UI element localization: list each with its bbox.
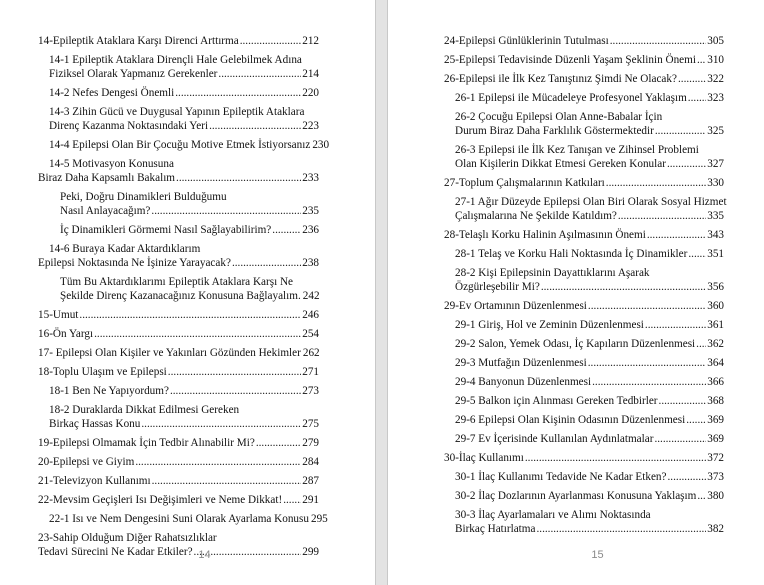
dot-leader xyxy=(645,318,706,332)
toc-entry-page: 366 xyxy=(707,376,724,388)
toc-entry-page: 284 xyxy=(302,456,319,468)
toc-entry[interactable] xyxy=(444,53,724,67)
toc-entry-page: 322 xyxy=(707,73,724,85)
toc-entry-title: 24-Epilepsi Günlüklerinin Tutulması xyxy=(444,35,609,47)
toc-entry-page: 330 xyxy=(707,177,724,189)
toc-entry-title: İç Dinamikleri Görmemi Nasıl Sağlayabilirim? xyxy=(60,224,272,236)
toc-entry[interactable] xyxy=(38,346,319,360)
toc-entry-page: 299 xyxy=(302,546,319,558)
toc-entry-title: 20-Epilepsi ve Giyim xyxy=(38,456,135,468)
toc-entry-line xyxy=(444,34,724,48)
toc-entry-page: 254 xyxy=(302,328,319,340)
toc-entry-line xyxy=(455,522,724,536)
dot-leader xyxy=(697,489,706,503)
dot-leader xyxy=(218,67,301,81)
toc-entry-title: 22-1 Isı ve Nem Dengesini Suni Olarak Ayarlama Konusu xyxy=(49,513,309,525)
toc-entry[interactable] xyxy=(38,474,319,488)
toc-entry-title: 28-Telaşlı Korku Halinin Aşılmasının Önemi xyxy=(444,229,646,241)
toc-entry[interactable] xyxy=(49,384,319,398)
toc-entry-line xyxy=(38,34,319,48)
dot-leader xyxy=(697,53,706,67)
toc-entry-title: 30-İlaç Kullanımı xyxy=(444,452,524,464)
toc-entry-page: 238 xyxy=(302,257,319,269)
dot-leader xyxy=(606,176,706,190)
toc-entry[interactable] xyxy=(455,337,724,351)
toc-entry[interactable] xyxy=(455,356,724,370)
toc-entry[interactable] xyxy=(455,394,724,408)
toc-entry-title: 29-5 Balkon için Alınması Gereken Tedbirler xyxy=(455,395,658,407)
toc-entry-page: 230 xyxy=(312,139,330,151)
toc-entry-line xyxy=(455,91,724,105)
toc-entry-title: Birkaç Hassas Konu xyxy=(49,418,141,430)
toc-entry-line xyxy=(455,489,724,503)
toc-entry-page: 235 xyxy=(302,205,319,217)
dot-leader xyxy=(654,432,706,446)
toc-entry-title-line: 26-3 Epilepsi ile İlk Kez Tanışan ve Zihinsel Problemi xyxy=(455,144,699,156)
toc-entry-title: 29-2 Salon, Yemek Odası, İç Kapıların Düzenlenmesi xyxy=(455,338,696,350)
dot-leader xyxy=(176,171,301,185)
dot-leader xyxy=(536,522,706,536)
toc-entry-title: Özgürleşebilir Mi? xyxy=(455,281,540,293)
dot-leader xyxy=(688,91,706,105)
toc-entry-line xyxy=(455,157,724,171)
toc-entry[interactable] xyxy=(60,223,319,237)
toc-entry-page: 271 xyxy=(302,366,319,378)
toc-entry[interactable] xyxy=(455,195,727,223)
toc-entry-line xyxy=(49,138,330,152)
document-page-left xyxy=(0,0,375,585)
dot-leader xyxy=(678,72,706,86)
toc-entry-title: Biraz Daha Kapsamlı Bakalım xyxy=(38,172,176,184)
toc-entry-line xyxy=(444,228,724,242)
toc-entry-page: 362 xyxy=(707,338,724,350)
toc-entry-page: 325 xyxy=(707,125,724,137)
toc-entry-line xyxy=(38,436,319,450)
toc-entry-title-line: 14-6 Buraya Kadar Aktardıklarım xyxy=(49,243,201,255)
dot-leader xyxy=(79,308,301,322)
toc-entry[interactable] xyxy=(455,375,724,389)
toc-entry[interactable] xyxy=(455,143,724,171)
dot-leader xyxy=(610,34,707,48)
toc-entry-page: 368 xyxy=(707,395,724,407)
toc-entry-title: 29-6 Epilepsi Olan Kişinin Odasının Düzenlenmesi xyxy=(455,414,686,426)
toc-entry-line xyxy=(455,318,724,332)
toc-entry-title: 26-1 Epilepsi ile Mücadeleye Profesyonel Yaklaşım xyxy=(455,92,687,104)
toc-entry[interactable] xyxy=(444,72,724,86)
dot-leader xyxy=(141,417,301,431)
toc-entry-title: Epilepsi Noktasında Ne İşinize Yarayacak? xyxy=(38,257,231,269)
toc-entry-title: 21-Televizyon Kullanımı xyxy=(38,475,151,487)
page-number: 14 xyxy=(198,549,211,561)
toc-entry-line xyxy=(455,394,724,408)
toc-entry-page: 279 xyxy=(302,437,319,449)
toc-entry[interactable] xyxy=(455,110,724,138)
toc-entry-page: 214 xyxy=(302,68,319,80)
dot-leader xyxy=(655,124,706,138)
dot-leader xyxy=(686,413,706,427)
toc-entry[interactable] xyxy=(444,34,724,48)
toc-entry[interactable] xyxy=(38,34,319,48)
toc-entry-line xyxy=(455,375,724,389)
toc-entry[interactable] xyxy=(49,512,328,526)
dot-leader xyxy=(94,327,301,341)
toc-entry-line xyxy=(38,365,319,379)
toc-entry[interactable] xyxy=(444,299,724,313)
toc-entry-line xyxy=(38,308,319,322)
dot-leader xyxy=(151,204,301,218)
toc-entry-line xyxy=(444,72,724,86)
toc-entry-title: Şekilde Direnç Kazanacağınız Konusuna Bağlayalım. xyxy=(60,290,301,302)
dot-leader xyxy=(696,337,706,351)
toc-entry-line xyxy=(38,455,319,469)
toc-entry-title: 14-4 Epilepsi Olan Bir Çocuğu Motive Etmek İstiyorsanız xyxy=(49,139,311,151)
dot-leader xyxy=(135,455,301,469)
toc-entry-page: 212 xyxy=(302,35,319,47)
toc-entry-line xyxy=(49,119,319,133)
toc-entry[interactable] xyxy=(455,413,724,427)
toc-entry-page: 360 xyxy=(707,300,724,312)
toc-entry-title: 27-Toplum Çalışmalarının Katkıları xyxy=(444,177,605,189)
toc-entry[interactable] xyxy=(60,275,319,303)
toc-entry-line xyxy=(49,384,319,398)
toc-entry-page: 373 xyxy=(707,471,724,483)
dot-leader xyxy=(232,256,301,270)
toc-entry-page: 295 xyxy=(310,513,328,525)
table-of-contents xyxy=(444,34,727,541)
toc-entry-line xyxy=(455,280,724,294)
toc-entry-page: 275 xyxy=(302,418,319,430)
toc-entry-title: Tedavi Sürecini Ne Kadar Etkiler? xyxy=(38,546,193,558)
toc-entry-page: 372 xyxy=(707,452,724,464)
toc-entry-line xyxy=(455,470,724,484)
toc-entry-page: 382 xyxy=(707,523,724,535)
toc-entry-title-line: 14-1 Epileptik Ataklara Dirençli Hale Gelebilmek Adına xyxy=(49,54,302,66)
dot-leader xyxy=(667,157,706,171)
toc-entry-line xyxy=(49,512,328,526)
toc-entry-title-line: 30-3 İlaç Ayarlamaları ve Alımı Noktasında xyxy=(455,509,651,521)
toc-entry-title: Birkaç Hatırlatma xyxy=(455,523,536,535)
toc-entry[interactable] xyxy=(38,242,319,270)
toc-entry-line xyxy=(444,451,724,465)
dot-leader xyxy=(592,375,706,389)
dot-leader xyxy=(668,470,707,484)
toc-entry-title: 29-Ev Ortamının Düzenlenmesi xyxy=(444,300,587,312)
toc-entry-page: 273 xyxy=(302,385,319,397)
toc-entry-line xyxy=(49,67,319,81)
toc-entry-title: Olan Kişilerin Dikkat Etmesi Gereken Konular xyxy=(455,158,666,170)
toc-entry[interactable] xyxy=(455,489,724,503)
toc-entry-line xyxy=(38,171,319,185)
toc-entry[interactable] xyxy=(49,403,319,431)
toc-entry-title: 22-Mevsim Geçişleri Isı Değişimleri ve Neme Dikkat! xyxy=(38,494,283,506)
toc-entry[interactable] xyxy=(49,105,319,133)
toc-entry-title: 14-2 Nefes Dengesi Önemli xyxy=(49,87,175,99)
toc-entry-page: 242 xyxy=(302,290,320,302)
toc-entry-title: 14-Epileptik Ataklara Karşı Direnci Arttırma xyxy=(38,35,239,47)
toc-entry-line xyxy=(60,289,319,303)
toc-entry[interactable] xyxy=(38,308,319,322)
document-page-right xyxy=(389,0,764,585)
toc-entry-title: 18-Toplu Ulaşım ve Epilepsi xyxy=(38,366,167,378)
dot-leader xyxy=(256,436,301,450)
dot-leader xyxy=(659,394,707,408)
toc-entry-title: 29-7 Ev İçerisinde Kullanılan Aydınlatmalar xyxy=(455,433,654,445)
toc-entry-page: 361 xyxy=(707,319,724,331)
toc-entry-line xyxy=(38,256,319,270)
toc-entry-line xyxy=(444,299,724,313)
toc-entry-page: 327 xyxy=(707,158,724,170)
dot-leader xyxy=(688,247,706,261)
toc-entry-line xyxy=(455,124,724,138)
dot-leader xyxy=(618,209,706,223)
toc-entry-line xyxy=(49,417,319,431)
toc-entry-page: 356 xyxy=(707,281,724,293)
toc-entry[interactable] xyxy=(444,176,724,190)
toc-entry-line xyxy=(38,474,319,488)
dot-leader xyxy=(272,223,301,237)
toc-entry[interactable] xyxy=(455,318,724,332)
toc-entry[interactable] xyxy=(60,190,319,218)
toc-entry-line xyxy=(444,53,724,67)
toc-entry-title-line: Tüm Bu Aktardıklarımı Epileptik Ataklara Karşı Ne xyxy=(60,276,294,288)
toc-entry-title-line: 14-3 Zihin Gücü ve Duygusal Yapının Epileptik Ataklara xyxy=(49,106,305,118)
toc-entry[interactable] xyxy=(38,365,319,379)
toc-entry-page: 335 xyxy=(707,210,724,222)
toc-entry-title: 17- Epilepsi Olan Kişiler ve Yakınları Gözünden Hekimler xyxy=(38,347,301,359)
toc-entry-page: 246 xyxy=(302,309,319,321)
toc-entry-title-line: 14-5 Motivasyon Konusuna xyxy=(49,158,174,170)
toc-entry-title: 28-1 Telaş ve Korku Hali Noktasında İç Dinamikler xyxy=(455,248,688,260)
toc-entry-page: 262 xyxy=(302,347,320,359)
toc-entry-page: 233 xyxy=(302,172,319,184)
toc-entry-title: Durum Biraz Daha Farklılık Göstermektedir xyxy=(455,125,654,137)
page-gutter xyxy=(375,0,388,585)
toc-entry-page: 369 xyxy=(707,433,724,445)
toc-entry-line xyxy=(38,327,319,341)
dot-leader xyxy=(152,474,302,488)
dot-leader xyxy=(175,86,301,100)
toc-entry-page: 305 xyxy=(707,35,724,47)
toc-entry-line xyxy=(60,223,319,237)
toc-entry-page: 220 xyxy=(302,87,319,99)
toc-entry-title: 29-3 Mutfağın Düzenlenmesi xyxy=(455,357,587,369)
toc-entry[interactable] xyxy=(38,436,319,450)
toc-entry[interactable] xyxy=(38,327,319,341)
toc-entry[interactable] xyxy=(38,493,319,507)
toc-entry-title: Direnç Kazanma Noktasındaki Yeri xyxy=(49,120,209,132)
dot-leader xyxy=(240,34,302,48)
toc-entry-title-line: 27-1 Ağır Düzeyde Epilepsi Olan Biri Olarak Sosyal Hizmet xyxy=(455,196,727,208)
toc-entry[interactable] xyxy=(455,91,724,105)
toc-entry-title: 16-Ön Yargı xyxy=(38,328,94,340)
toc-entry-title: Fiziksel Olarak Yapmanız Gerekenler xyxy=(49,68,218,80)
toc-entry-page: 323 xyxy=(707,92,724,104)
dot-leader xyxy=(541,280,706,294)
toc-entry-line xyxy=(455,432,724,446)
toc-entry-page: 364 xyxy=(707,357,724,369)
toc-entry-title: 25-Epilepsi Tedavisinde Düzenli Yaşam Şeklinin Önemi xyxy=(444,54,696,66)
toc-entry-line xyxy=(455,209,724,223)
toc-entry-page: 310 xyxy=(707,54,724,66)
toc-entry[interactable] xyxy=(455,508,724,536)
toc-entry-line xyxy=(38,493,319,507)
toc-entry-title-line: 18-2 Duraklarda Dikkat Edilmesi Gereken xyxy=(49,404,240,416)
toc-entry[interactable] xyxy=(455,432,724,446)
toc-entry-page: 380 xyxy=(707,490,724,502)
toc-entry-line xyxy=(455,356,724,370)
dot-leader xyxy=(209,119,301,133)
toc-entry-line xyxy=(60,204,319,218)
toc-entry-page: 223 xyxy=(302,120,319,132)
page-number: 15 xyxy=(591,549,604,561)
toc-entry-title: 26-Epilepsi ile İlk Kez Tanıştınız Şimdi Ne Olacak? xyxy=(444,73,677,85)
dot-leader xyxy=(588,299,706,313)
dot-leader xyxy=(283,493,301,507)
dot-leader xyxy=(168,365,301,379)
toc-entry-title: 29-1 Giriş, Hol ve Zeminin Düzenlenmesi xyxy=(455,319,644,331)
table-of-contents xyxy=(38,34,330,564)
toc-entry-line xyxy=(444,176,724,190)
toc-entry-title: 18-1 Ben Ne Yapıyordum? xyxy=(49,385,169,397)
toc-entry[interactable] xyxy=(49,86,319,100)
toc-entry-title: 30-1 İlaç Kullanımı Tedavide Ne Kadar Etken? xyxy=(455,471,667,483)
toc-entry-title: 15-Umut xyxy=(38,309,79,321)
toc-entry-page: 287 xyxy=(302,475,319,487)
toc-entry-line xyxy=(49,86,319,100)
toc-entry[interactable] xyxy=(38,157,319,185)
toc-entry[interactable] xyxy=(455,470,724,484)
toc-entry-page: 343 xyxy=(707,229,724,241)
toc-entry-title: Çalışmalarına Ne Şekilde Katıldım? xyxy=(455,210,617,222)
toc-entry[interactable] xyxy=(49,53,319,81)
toc-entry-line xyxy=(455,247,724,261)
toc-entry-line xyxy=(38,346,319,360)
toc-entry-page: 236 xyxy=(302,224,319,236)
toc-entry-title: Nasıl Anlayacağım? xyxy=(60,205,151,217)
toc-entry[interactable] xyxy=(49,138,330,152)
toc-entry-title-line: 26-2 Çocuğu Epilepsi Olan Anne-Babalar İçin xyxy=(455,111,663,123)
toc-entry-title: 29-4 Banyonun Düzenlenmesi xyxy=(455,376,592,388)
toc-entry[interactable] xyxy=(455,266,724,294)
toc-entry-page: 369 xyxy=(707,414,724,426)
toc-entry-line xyxy=(455,413,724,427)
toc-entry-title-line: 28-2 Kişi Epilepsinin Dayattıklarını Aşarak xyxy=(455,267,650,279)
dot-leader xyxy=(647,228,706,242)
dot-leader xyxy=(588,356,706,370)
toc-entry-page: 351 xyxy=(707,248,724,260)
dot-leader xyxy=(170,384,301,398)
toc-entry[interactable] xyxy=(455,247,724,261)
toc-entry[interactable] xyxy=(444,228,724,242)
toc-entry-title-line: 23-Sahip Olduğum Diğer Rahatsızlıklar xyxy=(38,532,217,544)
toc-entry-title-line: Peki, Doğru Dinamikleri Bulduğumu xyxy=(60,191,227,203)
toc-entry[interactable] xyxy=(38,455,319,469)
toc-entry-title: 30-2 İlaç Dozlarının Ayarlanması Konusuna Yaklaşım xyxy=(455,490,697,502)
toc-entry-title: 19-Epilepsi Olmamak İçin Tedbir Alınabilir Mi? xyxy=(38,437,255,449)
toc-entry-page: 291 xyxy=(302,494,319,506)
toc-entry-line xyxy=(455,337,724,351)
dot-leader xyxy=(525,451,706,465)
toc-entry[interactable] xyxy=(444,451,724,465)
